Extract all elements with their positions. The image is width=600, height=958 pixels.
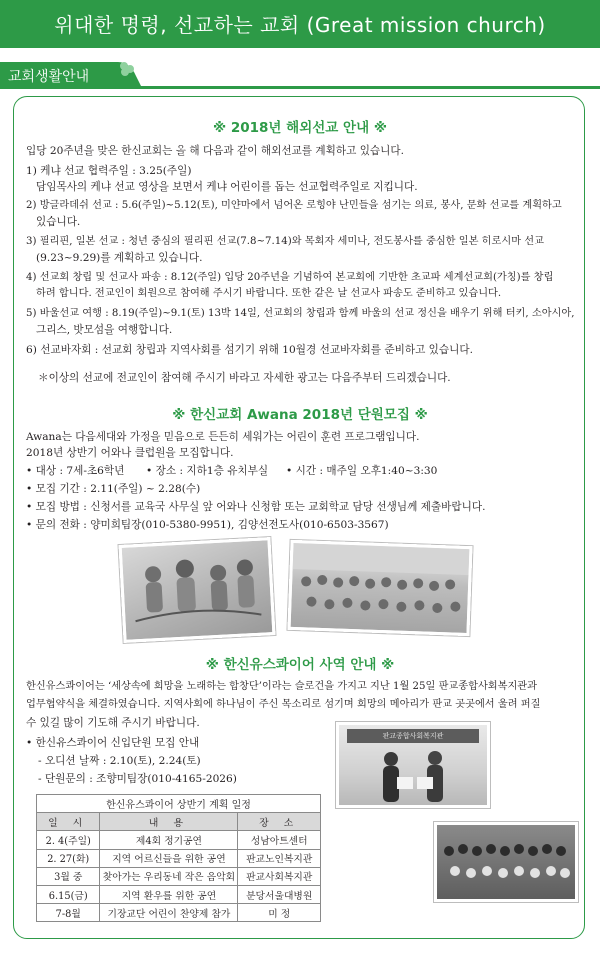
table-cell: 성남아트센터 bbox=[238, 831, 321, 849]
choir-recruit: • 한신유스콰이어 신입단원 모집 안내 bbox=[26, 737, 200, 749]
mission-line: 3) 필리핀, 일본 선교 : 청년 중심의 필리핀 선교(7.8~7.14)와 목회자 세미나, 전도봉사를 중심한 일본 히로시마 선교 bbox=[26, 236, 544, 247]
mission-line: 하려 합니다. 전교인이 회원으로 참여해 주시기 바랍니다. 또한 같은 날 선교사 파송도 준비하고 있습니다. bbox=[36, 288, 502, 299]
awana-heading: ※ 한신교회 Awana 2018년 단원모집 ※ bbox=[172, 407, 428, 423]
page-banner bbox=[0, 0, 600, 48]
choir-photo-group bbox=[434, 822, 578, 902]
table-cell: 분당서울대병원 bbox=[238, 885, 321, 903]
mission-line: 담임목사의 케냐 선교 영상을 보면서 케냐 어린이를 돕는 선교협력주일로 지킵니다. bbox=[36, 181, 418, 193]
awana-time: • 시간 : 매주일 오후1:40~3:30 bbox=[286, 465, 438, 477]
table-row bbox=[37, 867, 321, 885]
choir-heading: ※ 한신유스콰이어 사역 안내 ※ bbox=[205, 657, 395, 673]
awana-intro: 2018년 상반기 어와나 클럽원을 모집합니다. bbox=[26, 447, 234, 459]
table-cell: 판교사회복지관 bbox=[238, 867, 321, 885]
table-row bbox=[37, 904, 321, 922]
mission-line: 4) 선교회 창립 및 선교사 파송 : 8.12(주일) 입당 20주년을 기념하여 본교회에 기반한 초교파 세계선교회(가칭)를 창립 bbox=[26, 272, 554, 283]
column-header: 일 시 bbox=[37, 813, 100, 831]
table-caption-row bbox=[37, 795, 321, 813]
table-header-row bbox=[37, 813, 321, 831]
table-cell: 지역 환우를 위한 공연 bbox=[100, 885, 238, 903]
divider-rule bbox=[0, 86, 600, 89]
mission-line: 그리스, 밧모섬을 여행합니다. bbox=[36, 324, 173, 336]
children-silhouettes bbox=[122, 540, 273, 640]
mission-line: 있습니다. bbox=[36, 216, 81, 228]
section-tab-label: 교회생활안내 bbox=[8, 69, 90, 85]
column-header: 내 용 bbox=[100, 813, 238, 831]
mission-line: (9.23~9.29)를 계획하고 있습니다. bbox=[36, 252, 203, 264]
table-row bbox=[37, 849, 321, 867]
choir-inquiry: - 단원문의 : 조향미팀장(010-4165-2026) bbox=[38, 773, 237, 785]
awana-intro: Awana는 다음세대와 가정을 믿음으로 든든히 세워가는 어린이 훈련 프로그램입니다. bbox=[26, 431, 420, 443]
table-cell: 2. 4(주일) bbox=[37, 831, 100, 849]
table-cell: 6.15(금) bbox=[37, 885, 100, 903]
table-caption: 한신유스콰이어 상반기 계획 일정 bbox=[37, 795, 321, 813]
group-silhouettes bbox=[291, 543, 470, 633]
table-cell: 판교노인복지관 bbox=[238, 849, 321, 867]
mission-line: 2) 방글라데쉬 선교 : 5.6(주일)~5.12(토), 미얀마에서 넘어온 로힝야 난민들을 섬기는 의료, 봉사, 문화 선교를 계획하고 bbox=[26, 200, 562, 211]
choir-intro: 한신유스콰이어는 ‘세상속에 희망을 노래하는 합창단’이라는 슬로건을 가지고 지난 1월 25일 판교종합사회복지관과 bbox=[26, 681, 537, 692]
choir-silhouettes bbox=[437, 825, 575, 899]
column-header: 장 소 bbox=[238, 813, 321, 831]
choir-audition: - 오디션 날짜 : 2.10(토), 2.24(토) bbox=[38, 755, 201, 767]
banner-title: 위대한 명령, 선교하는 교회 (Great mission church) bbox=[54, 13, 546, 37]
awana-place: • 장소 : 지하1층 유치부실 bbox=[146, 465, 269, 477]
choir-photo-agreement bbox=[336, 722, 490, 808]
table-row bbox=[37, 885, 321, 903]
photo-sign: 판교종합사회복지관 bbox=[347, 729, 479, 743]
choir-intro: 수 있길 많이 기도해 주시기 바랍니다. bbox=[26, 717, 200, 729]
mission-note: ＊이상의 선교에 전교인이 참여해 주시기 바라고 자세한 광고는 다음주부터 드리겠습니다. bbox=[38, 372, 451, 384]
mission-line: 1) 케냐 선교 협력주일 : 3.25(주일) bbox=[26, 165, 192, 177]
table-row bbox=[37, 831, 321, 849]
mission-line: 6) 선교바자회 : 선교회 창립과 지역사회를 섬기기 위해 10월경 선교바자회를 준비하고 있습니다. bbox=[26, 344, 473, 356]
table-cell: 기장교단 어린이 찬양제 참가 bbox=[100, 904, 238, 922]
awana-period: • 모집 기간 : 2.11(주일) ~ 2.28(수) bbox=[26, 483, 201, 495]
awana-contact: • 문의 전화 : 양미희팀장(010-5380-9951), 김양선전도사(010-6503-3567) bbox=[26, 519, 389, 531]
table-cell: 제4회 정기공연 bbox=[100, 831, 238, 849]
table-cell: 3월 중 bbox=[37, 867, 100, 885]
table-cell: 미 정 bbox=[238, 904, 321, 922]
mission-line: 5) 바울선교 여행 : 8.19(주일)~9.1(토) 13박 14일, 선교회의 창립과 함께 바울의 선교 정신을 배우기 위해 터키, 소아시아, bbox=[26, 308, 575, 319]
awana-target: • 대상 : 7세-초6학년 bbox=[26, 465, 125, 477]
table-cell: 찾아가는 우리동네 작은 음악회 bbox=[100, 867, 238, 885]
awana-photo-children bbox=[119, 537, 276, 643]
table-cell: 지역 어르신들을 위한 공연 bbox=[100, 849, 238, 867]
choir-intro: 업무협약식을 체결하였습니다. 지역사회에 하나님이 주신 목소리로 섬기며 희망의 메아리가 판교 곳곳에서 울려 퍼질 bbox=[26, 699, 541, 710]
table-cell: 2. 27(화) bbox=[37, 849, 100, 867]
mission-heading: ※ 2018년 해외선교 안내 ※ bbox=[213, 120, 387, 136]
awana-photo-group bbox=[287, 540, 472, 636]
awana-method: • 모집 방법 : 신청서를 교육국 사무실 앞 어와나 신청함 또는 교회학교 담당 선생님께 제출바랍니다. bbox=[26, 501, 486, 513]
schedule-table bbox=[36, 794, 321, 922]
mission-intro: 입당 20주년을 맞은 한신교회는 올 해 다음과 같이 해외선교를 계획하고 있습니다. bbox=[26, 145, 404, 157]
table-cell: 7-8월 bbox=[37, 904, 100, 922]
